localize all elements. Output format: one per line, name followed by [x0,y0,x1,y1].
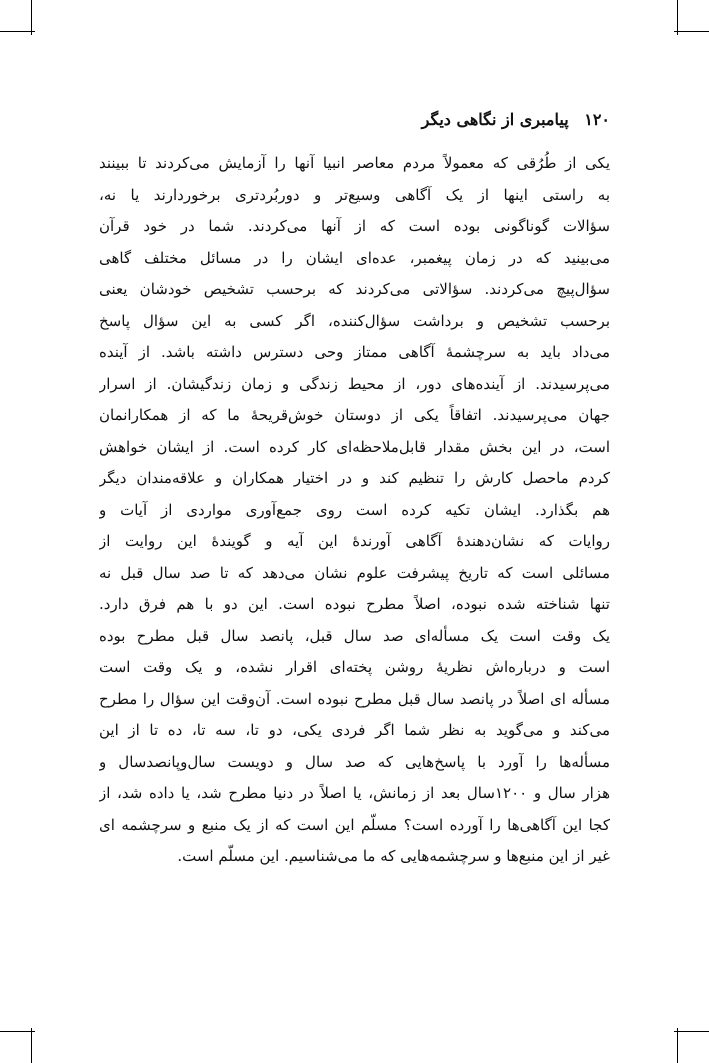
text-line: سؤالات گوناگونی بوده است که از آنها می‌کردند. شما در خود قرآن [99,217,610,235]
text-line: مسأله‌ها را آورد با پاسخ‌هایی که صد سال و دویست سال‌وپانصدسال و [99,752,610,771]
text-line: می‌کند و می‌گوید به نظر شما اگر فردی یکی، دو تا، سه تا، ده تا از این [99,721,610,739]
page-number: ۱۲۰ [584,110,610,129]
crop-mark-bottom-left-horizontal [0,1031,35,1032]
text-line: هزار سال و ۱۲۰۰سال بعد از زمانش، یا اصلاً در دنیا مطرح شد، یا داده شد، از [99,784,610,802]
body-text [99,148,610,873]
text-line: غیر از این منبع‌ها و سرچشمه‌هایی که ما می‌شناسیم. این مسلّم است. [177,847,610,865]
running-title: پیامبری از نگاهی دیگر [421,110,569,129]
text-line: کردم ماحصل کارش را تنظیم کند و در اختیار همکاران و علاقه‌مندان دیگر [99,469,610,487]
text-line: تنها شناخته شده نبوده، اصلاً مطرح نبوده است. این دو با هم فرق دارد. [99,595,610,613]
text-line: برحسب تشخیص و برداشت سؤال‌کننده، اگر کسی به این سؤال پاسخ [99,311,610,330]
running-head [99,110,610,129]
text-line: یکی از طُرُقی که معمولاً مردم معاصر انبیا آنها را آزمایش می‌کردند تا ببینند [99,154,610,172]
text-line: است، در این بخش مقدار قابل‌ملاحظه‌ای کار کرده است. از ایشان خواهش [99,437,610,456]
crop-mark-top-left-horizontal [0,31,35,32]
text-line: جهان می‌پرسیدند. اتفاقاً یکی از دوستان خوش‌قریحهٔ ما که از همکارانمان [99,406,610,424]
crop-mark-bottom-right-horizontal [674,1031,709,1032]
text-line: کجا این آگاهی‌ها را آورده است؟ مسلّم این است که از یک منبع و سرچشمه ای [99,815,610,834]
crop-mark-top-left-vertical [31,0,32,35]
text-line: می‌بینید که در زمان پیغمبر، عده‌ای ایشان را در مسائل مختلف گاهی [99,248,610,267]
text-line: است و درباره‌اش نظریهٔ روشن پخته‌ای اقرار نشده، و یک وقت است [99,658,610,676]
text-line: سؤال‌پیچ می‌کردند. سؤالاتی می‌کردند که برحسب تشخیص خودشان یعنی [99,280,610,298]
text-line: یک وقت است یک مسأله‌ای صد سال قبل، پانصد سال قبل مطرح بوده [99,626,610,645]
text-line: هم بگذارد. ایشان تکیه کرده است روی جمع‌آوری مواردی از آیات و [99,500,610,519]
text-line: می‌پرسیدند. از آینده‌های دور، از محیط زندگی و زمان زندگیشان. از اسرار [99,374,610,393]
text-line: مسأله ای اصلاً در پانصد سال قبل مطرح نبوده است. آن‌وقت این سؤال را مطرح [99,689,610,708]
crop-mark-bottom-right-vertical [677,1028,678,1063]
crop-mark-top-right-horizontal [674,31,709,32]
text-line: مسائلی است که تاریخ پیشرفت علوم نشان می‌دهد که تا صد سال قبل نه [99,563,610,582]
crop-mark-bottom-left-vertical [31,1028,32,1063]
text-line: روایات که نشان‌دهندهٔ آگاهی آورندهٔ این آیه و گویندهٔ این روایت از [99,532,610,550]
crop-mark-top-right-vertical [677,0,678,35]
text-line: می‌داد باید به سرچشمهٔ آگاهی ممتاز وحی دسترس داشته باشد. از آینده [99,343,610,361]
text-line: به راستی اینها از یک آگاهی وسیع‌تر و دوربُردتری برخوردارند یا نه، [99,185,610,204]
